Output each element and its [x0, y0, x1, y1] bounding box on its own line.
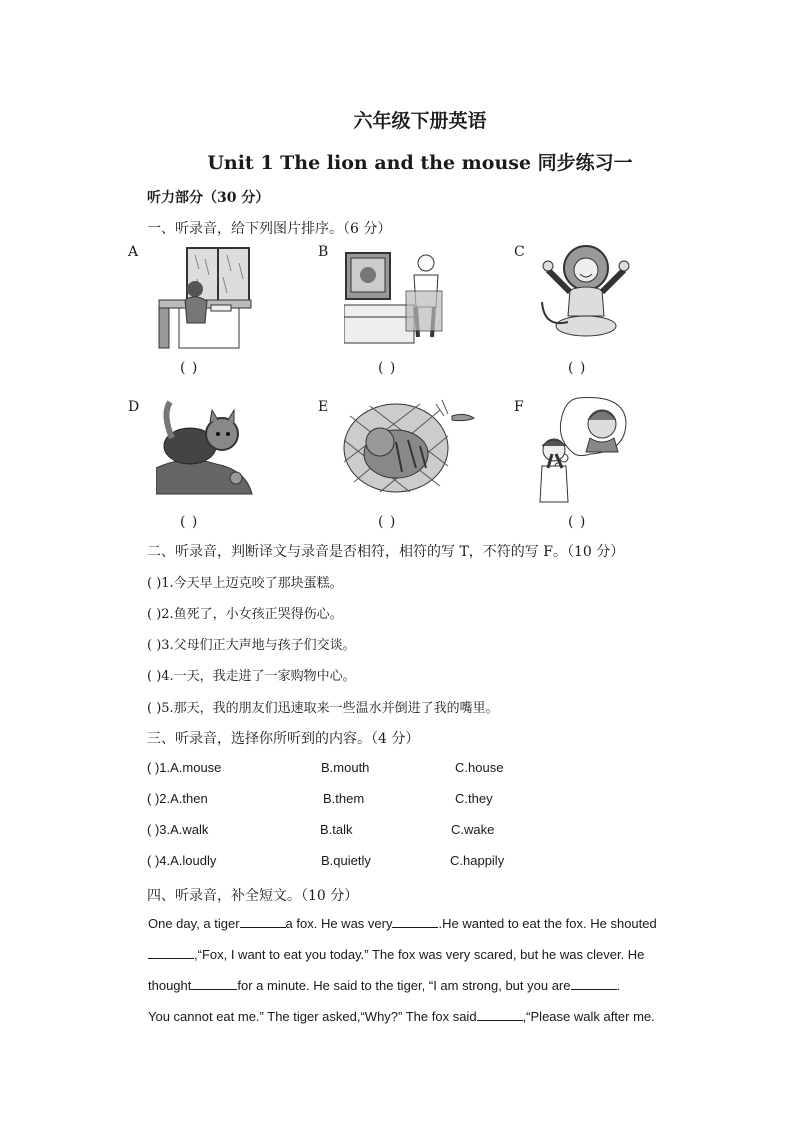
passage-text: You cannot eat me.” The tiger asked,“Why?” The fox said: [148, 1009, 477, 1024]
fill-blank[interactable]: [571, 978, 617, 990]
picture-letter-f: F: [514, 399, 524, 415]
passage-text: a fox. He was very: [285, 916, 393, 931]
part3-item-2-c[interactable]: C.they: [455, 791, 493, 806]
fill-blank[interactable]: [191, 978, 237, 990]
part2-item-3[interactable]: ( )3.父母们正大声地与孩子们交谈。: [147, 638, 356, 653]
passage-text: One day, a tiger: [148, 916, 240, 931]
picture-letter-e: E: [318, 399, 329, 415]
part3-item-4-b[interactable]: B.quietly: [321, 853, 371, 868]
part4-instruction: 四、听录音，补全短文。（10 分）: [147, 888, 359, 904]
picture-letter-c: C: [514, 244, 525, 260]
passage-text: ,“Fox, I want to eat you today.” The fox was very scared, but he was clever. He: [194, 947, 645, 962]
answer-paren-e[interactable]: ( ): [378, 514, 397, 530]
part2-item-2[interactable]: ( )2.鱼死了，小女孩正哭得伤心。: [147, 607, 343, 622]
tiger-in-net-icon: [340, 396, 440, 496]
answer-paren-a[interactable]: ( ): [180, 360, 199, 376]
part3-item-4-a[interactable]: ( )4.A.loudly: [147, 853, 217, 868]
passage-line-3: [148, 978, 668, 993]
fill-blank[interactable]: [148, 947, 194, 959]
cat-on-rock-icon: [156, 398, 256, 498]
picture-letter-b: B: [318, 244, 329, 260]
passage-text: .: [616, 978, 621, 993]
fill-blank[interactable]: [240, 916, 286, 928]
passage-line-2: [148, 947, 668, 962]
answer-paren-b[interactable]: ( ): [378, 360, 397, 376]
part3-instruction: 三、听录音，选择你所听到的内容。（4 分）: [147, 731, 420, 747]
girl-at-window-icon: [155, 245, 255, 345]
page-subtitle: Unit 1 The lion and the mouse 同步练习一: [207, 152, 633, 174]
part3-item-1-a[interactable]: ( )1.A.mouse: [147, 760, 222, 775]
passage-line-4: [148, 1009, 668, 1024]
part2-item-1[interactable]: ( )1.今天早上迈克咬了那块蛋糕。: [147, 576, 343, 591]
crying-girl-thinking-icon: [538, 394, 638, 494]
passage-text: .He wanted to eat the fox. He shouted: [438, 916, 657, 931]
picture-letter-d: D: [128, 399, 140, 415]
man-watching-tv-icon: [344, 245, 444, 345]
passage-text: for a minute. He said to the tiger, “I am strong, but you are: [237, 978, 571, 993]
passage-text: ,“Please walk after me.: [522, 1009, 655, 1024]
part3-item-3-b[interactable]: B.talk: [320, 822, 353, 837]
fill-blank[interactable]: [392, 916, 438, 928]
passage-text: thought: [148, 978, 192, 993]
page-title: 六年级下册英语: [353, 110, 487, 132]
angry-lion-icon: [538, 242, 638, 342]
part3-item-4-c[interactable]: C.happily: [450, 853, 505, 868]
part3-item-3-a[interactable]: ( )3.A.walk: [147, 822, 209, 837]
part3-item-1-b[interactable]: B.mouth: [321, 760, 370, 775]
part3-item-1-c[interactable]: C.house: [455, 760, 504, 775]
fill-blank[interactable]: [477, 1009, 523, 1021]
part2-item-4[interactable]: ( )4.一天，我走进了一家购物中心。: [147, 669, 356, 684]
section-heading: 听力部分（30 分）: [147, 190, 270, 206]
part1-instruction: 一、听录音，给下列图片排序。（6 分）: [147, 221, 392, 237]
part3-item-2-a[interactable]: ( )2.A.then: [147, 791, 208, 806]
answer-paren-d[interactable]: ( ): [180, 514, 199, 530]
answer-paren-f[interactable]: ( ): [568, 514, 587, 530]
part3-item-2-b[interactable]: B.them: [323, 791, 365, 806]
answer-paren-c[interactable]: ( ): [568, 360, 587, 376]
picture-letter-a: A: [128, 244, 139, 260]
part2-instruction: 二、听录音，判断译文与录音是否相符，相符的写 T，不符的写 F。（10 分）: [147, 544, 625, 560]
passage-line-1: [148, 916, 668, 931]
part2-item-5[interactable]: ( )5.那天，我的朋友们迅速取来一些温水并倒进了我的嘴里。: [147, 701, 499, 716]
part3-item-3-c[interactable]: C.wake: [451, 822, 495, 837]
